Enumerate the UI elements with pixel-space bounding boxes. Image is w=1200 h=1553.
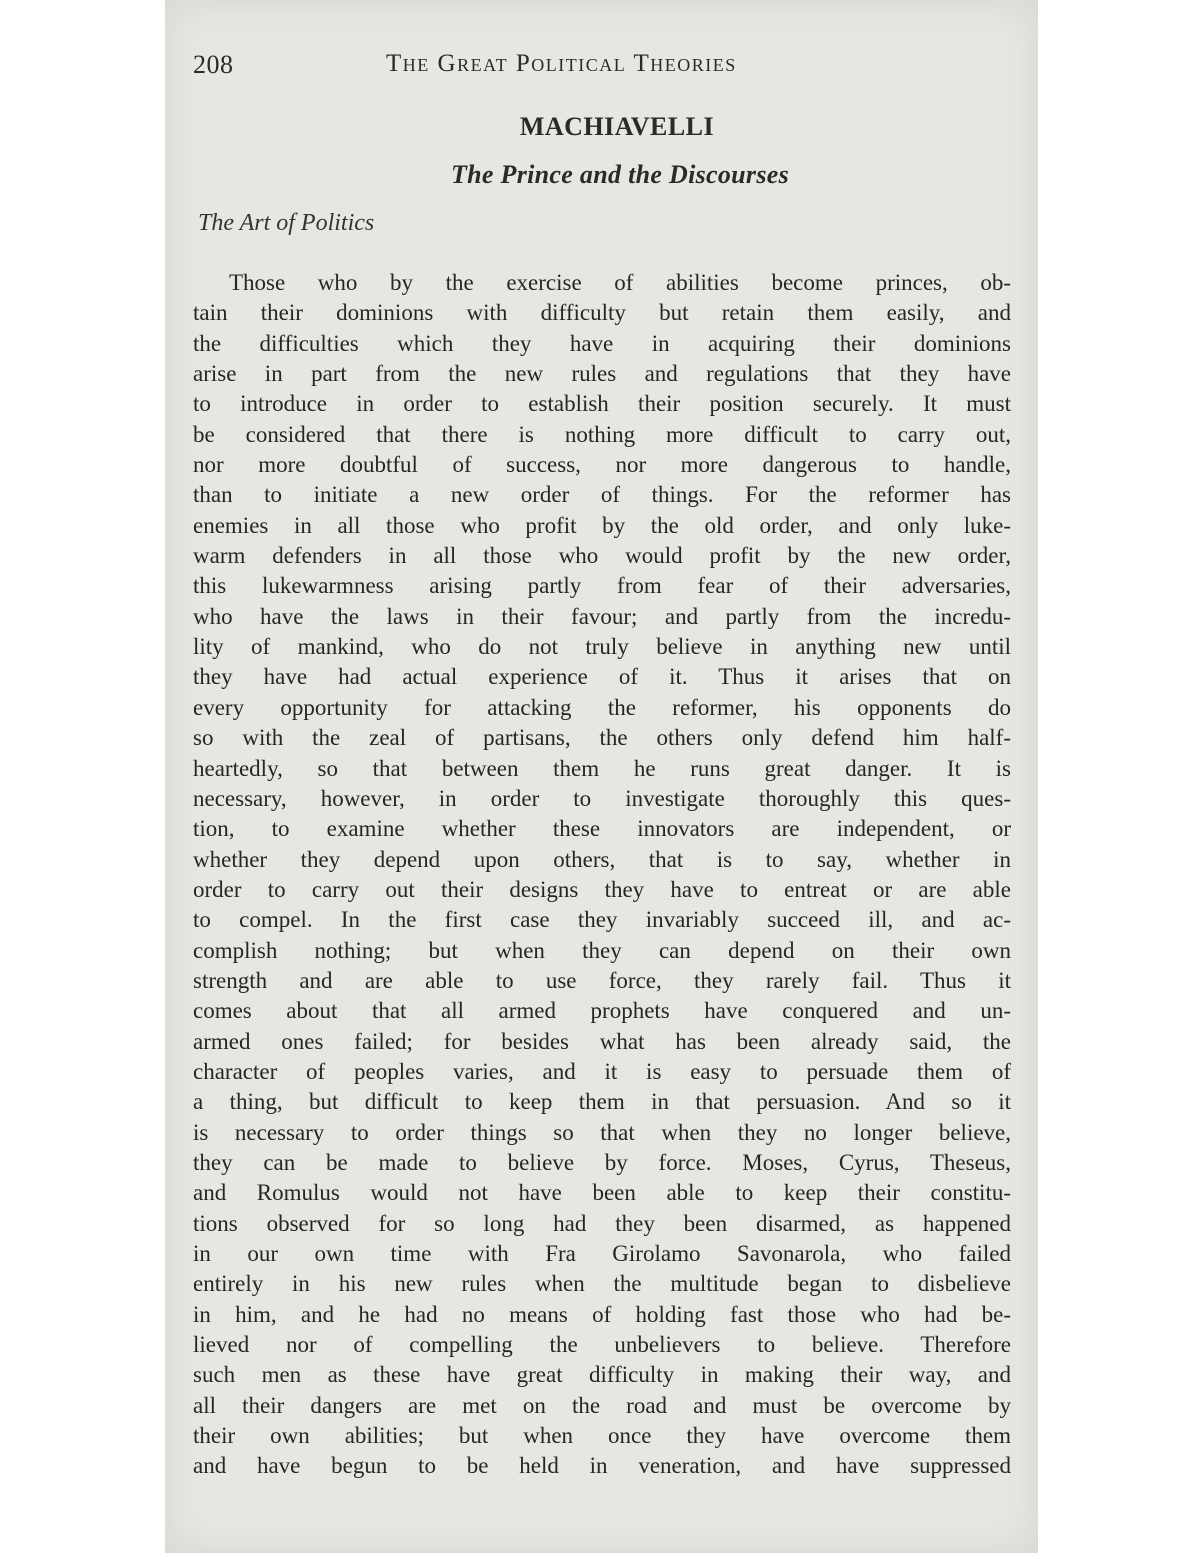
text-line: in our own time with Fra Girolamo Savonarola, who failed (193, 1241, 1011, 1266)
text-line: lieved nor of compelling the unbelievers to believe. Therefore (193, 1332, 1011, 1358)
text-line: the difficulties which they have in acquiring their dominions (193, 330, 1011, 356)
text-line: complish nothing; but when they can depend on their own (193, 937, 1011, 963)
text-line: every opportunity for attacking the reformer, his opponents do (193, 694, 1011, 720)
text-line: warm defenders in all those who would profit by the new order, (193, 543, 1011, 569)
text-line: tions observed for so long had they been disarmed, as happened (193, 1210, 1011, 1236)
running-head: The Great Political Theories (386, 50, 737, 77)
text-line: a thing, but difficult to keep them in that persuasion. And so it (193, 1089, 1011, 1115)
text-line: is necessary to order things so that when they no longer believe, (193, 1119, 1011, 1145)
text-line: character of peoples varies, and it is easy to persuade them of (193, 1058, 1011, 1084)
text-line: such men as these have great difficulty in making their way, and (193, 1362, 1011, 1388)
text-line: they have had actual experience of it. Thus it arises that on (193, 664, 1011, 690)
text-line: lity of mankind, who do not truly believe in anything new until (193, 634, 1011, 660)
text-line: to compel. In the first case they invariably succeed ill, and ac- (193, 907, 1011, 933)
text-line: this lukewarmness arising partly from fear of their adversaries, (193, 573, 1011, 599)
text-line: arise in part from the new rules and regulations that they have (193, 361, 1011, 387)
text-line: in him, and he had no means of holding fast those who had be- (193, 1301, 1011, 1327)
text-line: to introduce in order to establish their position securely. It must (193, 391, 1011, 417)
text-line: and have begun to be held in veneration, and have suppressed (193, 1453, 1011, 1479)
text-line: than to initiate a new order of things. For the reformer has (193, 482, 1011, 508)
text-line: Those who by the exercise of abilities become princes, ob- (229, 270, 1011, 295)
text-line: all their dangers are met on the road and must be overcome by (193, 1392, 1011, 1418)
text-line: nor more doubtful of success, nor more dangerous to handle, (193, 452, 1011, 478)
text-line: tion, to examine whether these innovators are independent, or (193, 816, 1011, 842)
text-line: necessary, however, in order to investigate thoroughly this ques- (193, 785, 1011, 811)
section-heading: The Art of Politics (198, 210, 375, 236)
text-line: order to carry out their designs they have to entreat or are able (193, 876, 1011, 902)
text-line: they can be made to believe by force. Moses, Cyrus, Theseus, (193, 1149, 1011, 1175)
text-line: entirely in his new rules when the multitude began to disbelieve (193, 1271, 1011, 1297)
text-line: whether they depend upon others, that is to say, whether in (193, 846, 1011, 872)
page-header (193, 50, 1033, 84)
text-line: heartedly, so that between them he runs great danger. It is (193, 755, 1011, 781)
text-line: so with the zeal of partisans, the others only defend him half- (193, 725, 1011, 751)
text-line: their own abilities; but when once they have overcome them (193, 1423, 1011, 1449)
text-line: who have the laws in their favour; and partly from the incredu- (193, 603, 1011, 629)
text-line: comes about that all armed prophets have conquered and un- (193, 998, 1011, 1024)
text-line: and Romulus would not have been able to keep their constitu- (193, 1180, 1011, 1206)
text-line: be considered that there is nothing more difficult to carry out, (193, 421, 1011, 447)
chapter-title: MACHIAVELLI (519, 112, 715, 141)
page-number: 208 (193, 50, 234, 79)
text-line: armed ones failed; for besides what has been already said, the (193, 1028, 1011, 1054)
text-line: tain their dominions with difficulty but retain them easily, and (193, 300, 1011, 326)
work-title: The Prince and the Discourses (450, 160, 790, 189)
text-line: strength and are able to use force, they rarely fail. Thus it (193, 967, 1011, 993)
text-line: enemies in all those who profit by the old order, and only luke- (193, 512, 1011, 538)
body-paragraph (193, 268, 1011, 1482)
